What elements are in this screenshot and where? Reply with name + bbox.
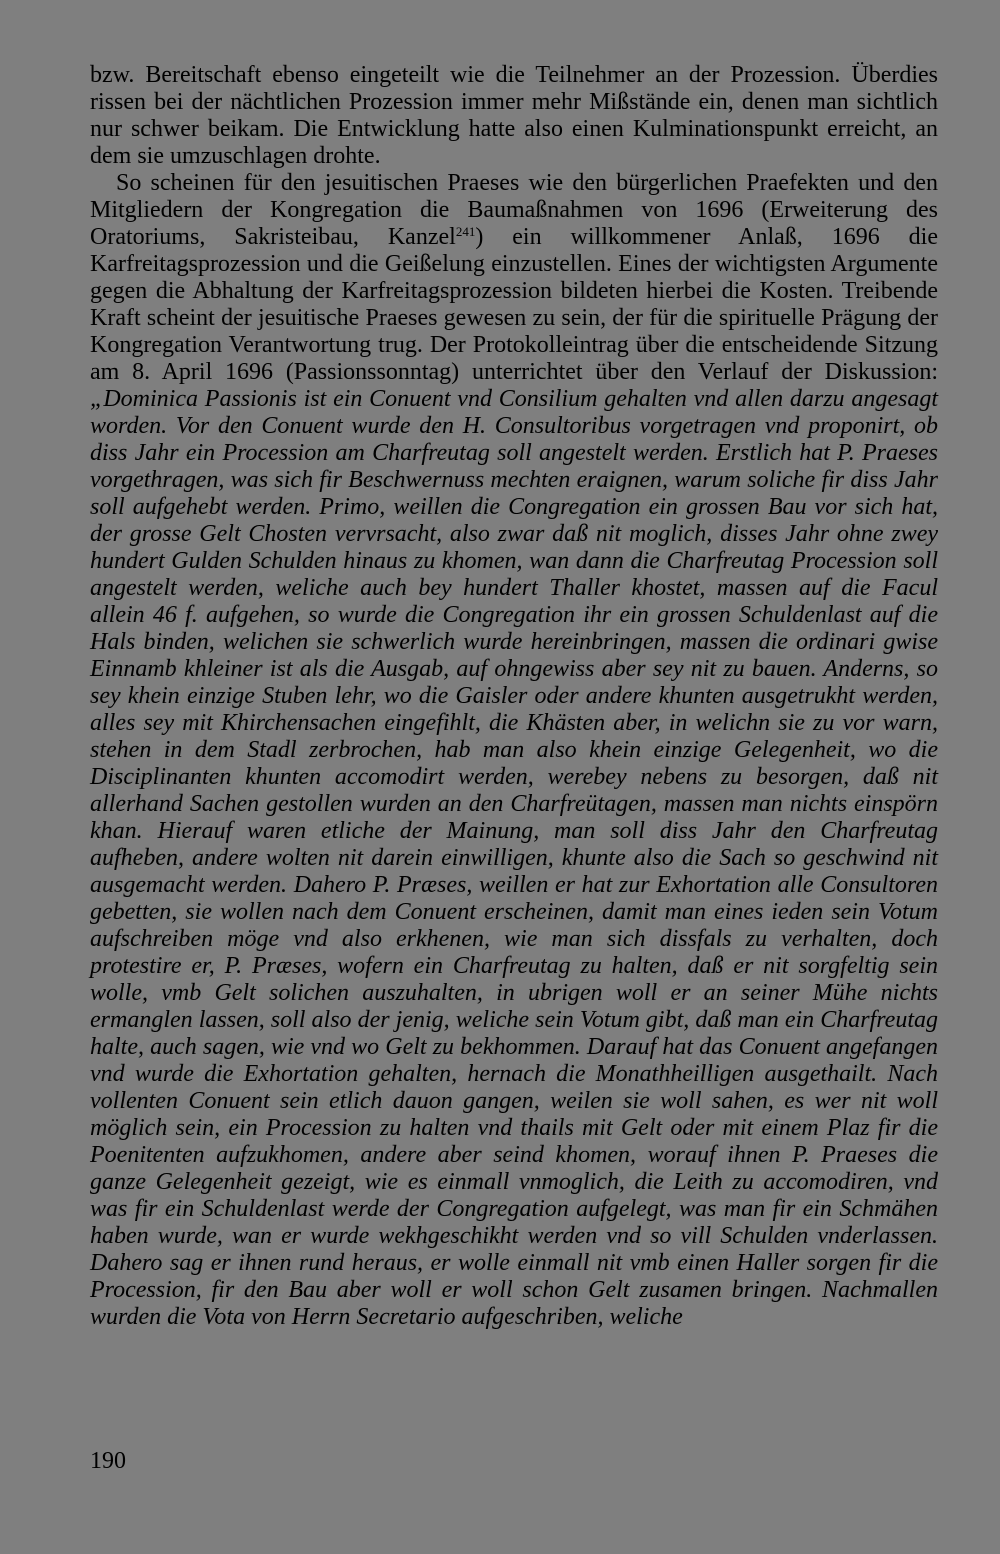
protocol-quotation: „Dominica Passionis ist ein Conuent vnd Consilium gehalten vnd allen darzu angesagt worden. Vor den Conuent wurde den H. Consultoribus vorgetragen vnd proponirt, ob diss Jahr ein Procession am Charfreutag soll angestelt werden. Erstlich hat P. Praeses vorgethragen, was sich fir Beschwernuss mechten eraignen, warum soliche fir diss Jahr soll aufgehebt werden. Primo, weillen die Congregation ein grossen Bau vor sich hat, der grosse Gelt Chosten vervrsacht, also zwar daß nit moglich, disses Jahr ohne zwey hundert Gulden Schulden hinaus zu khomen, wan dann die Charfreutag Procession soll angestelt werden, weliche auch bey hundert Thaller khostet, massen auf die Facul allein 46 f. aufgehen, so wurde die Congregation ihr ein grossen Schuldenlast auf die Hals binden, welichen sie schwerlich wurde hereinbringen, massen die ordinari gwise Einnamb khleiner ist als die Ausgab, auf ohngewiss aber sey nit zu bauen. Anderns, so sey khein einzige Stuben lehr, wo die Gaisler oder andere khunten ausgetrukht werden, alles sey mit Khirchensachen eingefihlt, die Khästen aber, in welichn sie zu vor warn, stehen in dem Stadl zerbrochen, hab man also khein einzige Gelegenheit, wo die Disciplinanten khunten accomodirt werden, werebey nebens zu besorgen, daß nit allerhand Sachen gestollen wurden an den Charfreütagen, massen man nichts einspörn khan. Hierauf waren etliche der Mainung, man soll diss Jahr den Charfreutag aufheben, andere wolten nit darein einwilligen, khunte also die Sach so geschwind nit ausgemacht werden. Dahero P. Præses, weillen er hat zur Exhortation alle Consultoren gebetten, sie wollen nach dem Conuent erscheinen, damit man eines ieden sein Votum aufschreiben möge vnd also erkhenen, wie man sich dissfals zu verhalten, doch protestire er, P. Præses, wofern ein Charfreutag zu halten, daß er nit sorgfeltig sein wolle, vmb Gelt solichen auszuhalten, in ubrigen woll er an seiner Mühe nichts ermanglen lassen, soll also der jenig, weliche sein Votum gibt, daß man ein Charfreutag halte, auch sagen, wie vnd wo Gelt zu bekhommen. Darauf hat das Conuent angefangen vnd wurde die Exhortation gehalten, hernach die Monathheilligen ausgethailt. Nach vollenten Conuent sein etlich dauon gangen, weilen sie woll sahen, es wer nit woll möglich sein, ein Procession zu halten vnd thails mit Gelt oder mit einem Plaz fir die Poenitenten aufzukhomen, andere aber seind khomen, worauf ihnen P. Praeses die ganze Gelegenheit gezeigt, wie es einmall vnmoglich, die Leith zu accomodiren, vnd was fir ein Schuldenlast werde der Congregation aufgelegt, was man fir ein Schmähen haben wurde, wan er wurde wekhgeschikht werden vnd so vill Schulden vnderlassen. Dahero sag er ihnen rund heraus, er wolle einmall nit vmb einen Haller sorgen fir die Procession, fir den Bau aber woll er woll schon Gelt zusamen bringen. Nachmallen wurden die Vota von Herrn Secretario aufgeschriben, weliche <box>90 386 938 1330</box>
paragraph-2-text: So scheinen für den jesuitischen Praeses wie den bürgerlichen Praefekten und den Mitgliedern der Kongregation die Baumaßnahmen von 1696 (Erweiterung des Oratoriums, Sakristeibau, Kanzel <box>90 170 938 250</box>
page-number: 190 <box>90 1448 126 1474</box>
footnote-reference: 241 <box>455 224 476 239</box>
page-body <box>90 62 938 1331</box>
paragraph-2-continuation: ) ein willkommener Anlaß, 1696 die Karfreitagsprozession und die Geißelung einzustellen. Eines der wichtigsten Argumente gegen die Abhaltung der Karfreitagsprozession bildeten hierbei die Kosten. Treibende Kraft scheint der jesuitische Praeses gewesen zu sein, der für die spirituelle Prägung der Kongregation Verantwortung trug. Der Protokolleintrag über die entscheidende Sitzung am 8. April 1696 (Passionssonntag) unterrichtet über den Verlauf der Diskussion: <box>90 224 938 385</box>
paragraph-2 <box>90 170 938 1331</box>
paragraph-1: bzw. Bereitschaft ebenso eingeteilt wie die Teilnehmer an der Prozession. Überdies rissen bei der nächtlichen Prozession immer mehr Mißstände ein, denen man sichtlich nur schwer beikam. Die Entwicklung hatte also einen Kulminationspunkt erreicht, an dem sie umzuschlagen drohte. <box>90 62 938 169</box>
